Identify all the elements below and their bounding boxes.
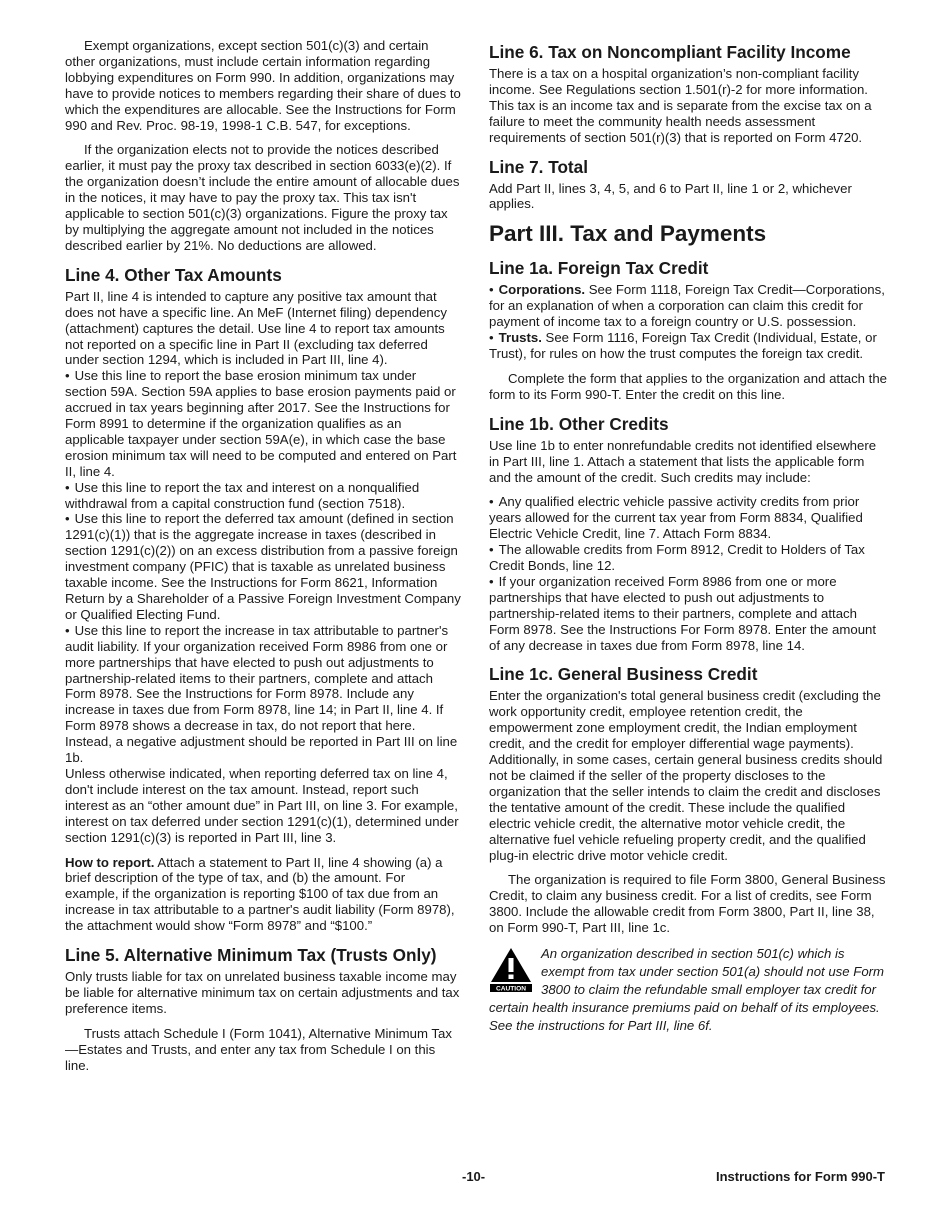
line4-heading: Line 4. Other Tax Amounts — [65, 264, 282, 285]
line6-paragraph: There is a tax on a hospital organization’s non-compliant facility income. See Regulations section 1.501(r)-2 for more information. This tax is an income tax and is separate from the excise tax on a failure to meet the community health needs assessment requirements of section 501(r)(3) that is reported on Form 4720. — [489, 66, 872, 145]
footer-document-title: Instructions for Form 990-T — [715, 1169, 885, 1184]
how-to-report-paragraph — [65, 855, 461, 935]
line4-bullet-pfic: • Use this line to report the deferred tax amount (defined in section 1291(c)(1)) that is the aggregate increase in taxes (described in section 1291(c)(2)) on an excess distribution from a passive foreign investment company (PFIC) that is taxable as unrelated business taxable income. See the Instructions for Form 8621, Information Return by a Shareholder of a Passive Foreign Investment Company or Qualified Electing Fund. — [65, 511, 461, 622]
line7-heading: Line 7. Total — [489, 156, 588, 177]
line1c-heading: Line 1c. General Business Credit — [489, 664, 758, 685]
page-number: -10- — [462, 1169, 486, 1184]
line1b-bullet-tax-credit-bonds: • The allowable credits from Form 8912, Credit to Holders of Tax Credit Bonds, line 12. — [489, 542, 887, 574]
line4-bullet-base-erosion: • Use this line to report the base erosion minimum tax under section 59A. Section 59A applies to base erosion payments paid or accrued in tax years beginning after 2017. See the Instructions for Form 8991 to determine if the organization qualifies as an applicable taxpayer under section 59A(e), in which case the base erosion minimum tax will need to be computed and entered on Part II, line 4. — [65, 368, 461, 479]
right-column — [489, 38, 887, 1035]
caution-label: CAUTION — [495, 985, 527, 993]
line1a-bullet-trusts — [489, 330, 887, 362]
line4-bullet-capital-construction: • Use this line to report the tax and interest on a nonqualified withdrawal from a capital construction fund (section 7518). — [65, 480, 461, 512]
line1c-form3800-paragraph: The organization is required to file Form 3800, General Business Credit, to claim any business credit. For a list of credits, see Form 3800. Include the allowable credit from Form 3800, Part II, line 38, on Form 990-T, Part III, line 1c. — [489, 872, 886, 936]
corporations-label: Corporations. — [498, 282, 586, 298]
proxy-tax-paragraph: If the organization elects not to provide the notices described earlier, it must pay the proxy tax described in section 6033(e)(2). If the organization doesn’t include the entire amount of allocable dues in the notices, it may have to pay the proxy tax. This tax isn't applicable to section 501(c)(3) organizations. Figure the proxy tax by multiplying the aggregate amount not included in the notices described earlier by 21%. No deductions are allowed. — [65, 142, 460, 253]
line1b-bullet-electric-vehicle: • Any qualified electric vehicle passive activity credits from prior years allowed for the current tax year from Form 8834, Qualified Electric Vehicle Credit, line 7. Attach Form 8834. — [489, 494, 887, 542]
line1b-bullet-form-8986: • If your organization received Form 8986 from one or more partnerships that have elected to push out adjustments to partnership-related items to their partners, complete and attach Form 8978. See the Instructions For Form 8978. Enter the amount of any decrease in taxes due from Form 8978, line 14. — [489, 574, 887, 654]
line1b-heading: Line 1b. Other Credits — [489, 413, 669, 434]
line7-paragraph: Add Part II, lines 3, 4, 5, and 6 to Part II, line 1 or 2, whichever applies. — [489, 180, 852, 212]
line5-schedule-paragraph: Trusts attach Schedule I (Form 1041), Alternative Minimum Tax—Estates and Trusts, and enter any tax from Schedule I on this line. — [65, 1025, 452, 1073]
line1c-paragraph: Enter the organization's total general business credit (excluding the work opportunity credit, employee retention credit, the empowerment zone employment credit, the Indian employment credit, and the credit for employer differential wage payments). Additionally, in some cases, certain general business credits should not be claimed if the seller of the property discloses to the organization that the seller intends to claim the credit and discloses the tentative amount of the credit. These include the qualified electric vehicle credit, the alternative motor vehicle credit, the alternative fuel vehicle refueling property credit, and the qualified plug-in electric drive motor vehicle credit. — [489, 688, 883, 863]
caution-text: An organization described in section 501(c) which is exempt from tax under section 501(a) should not use Form 3800 to claim the refundable small employer tax credit for certain health insurance premiums paid on behalf of its employees. See the instructions for Part III, line 6f. — [489, 946, 885, 1034]
line1a-bullet-corporations — [489, 282, 887, 330]
left-column — [65, 38, 461, 1073]
line4-bullet-audit-liability: • Use this line to report the increase in tax attributable to partner's audit liability. If your organization received Form 8986 from one or more partnerships that have elected to push out adjustments to partnership-related items to their partners, complete and attach Form 8978. See the Instructions for Form 8978. Include any increase in taxes due from Form 8978, line 14; in Part II, line 4. If Form 8978 shows a decrease in tax, do not report that here. Instead, a negative adjustment should be reported in Part III on line 1b. — [65, 623, 461, 766]
line1a-heading: Line 1a. Foreign Tax Credit — [489, 258, 709, 279]
part3-heading: Part III. Tax and Payments — [489, 221, 767, 247]
line4-intro: Part II, line 4 is intended to capture any positive tax amount that does not have a specific line. An MeF (Internet filing) dependency (attachment) captures the detail. Use line 4 to report tax amounts not reported on a specific line in Part II (excluding tax deferred under section 1294, which is included in Part III, line 4). — [65, 288, 447, 368]
how-to-report-text: Attach a statement to Part II, line 4 showing (a) a brief description of the type of tax, and (b) the amount. For example, if the organization is reporting $100 of tax due from an increase in tax attributable to a partner's audit liability (Form 8978), the attachment would show “Form 8978” and “$100.” — [65, 854, 455, 934]
how-to-report-label: How to report. — [65, 854, 155, 870]
trusts-label: Trusts. — [498, 330, 542, 346]
caution-icon — [489, 947, 533, 993]
line1b-paragraph: Use line 1b to enter nonrefundable credits not identified elsewhere in Part III, line 1. Attach a statement that lists the applicable form and the amount of the credit. Such credits may include: — [489, 437, 877, 485]
line5-heading: Line 5. Alternative Minimum Tax (Trusts Only) — [65, 945, 437, 966]
trusts-text: See Form 1116, Foreign Tax Credit (Individual, Estate, or Trust), for rules on how the trust computes the foreign tax credit. — [489, 330, 877, 361]
line6-heading: Line 6. Tax on Noncompliant Facility Income — [489, 42, 851, 62]
lobbying-paragraph: Exempt organizations, except section 501(c)(3) and certain other organizations, must include certain information regarding lobbying expenditures on Form 990. In addition, organizations may have to provide notices to members regarding their share of dues to which the expenditures are allocable. See the Instructions for Form 990 and Rev. Proc. 98-19, 1998-1 C.B. 547, for exceptions. — [65, 38, 461, 133]
caution-note — [489, 945, 887, 1035]
line4-deferred-tax-note: Unless otherwise indicated, when reporting deferred tax on line 4, don't include interest on the tax amount. Instead, report such interest as an “other amount due” in Part III, on line 3. For example, interest on tax deferred under section 1291(c)(1), determined under section 1291(c)(3) is reported in Part III, line 3. — [65, 765, 459, 845]
line1a-paragraph: Complete the form that applies to the organization and attach the form to its Form 990-T. Enter the credit on this line. — [489, 370, 888, 402]
corporations-text: See Form 1118, Foreign Tax Credit—Corporations, for an explanation of when a corporation can claim this credit for payment of income tax to a foreign country or U.S. possession. — [489, 282, 885, 330]
line5-paragraph: Only trusts liable for tax on unrelated business taxable income may be liable for alternative minimum tax on certain adjustments and tax preference items. — [65, 969, 460, 1016]
